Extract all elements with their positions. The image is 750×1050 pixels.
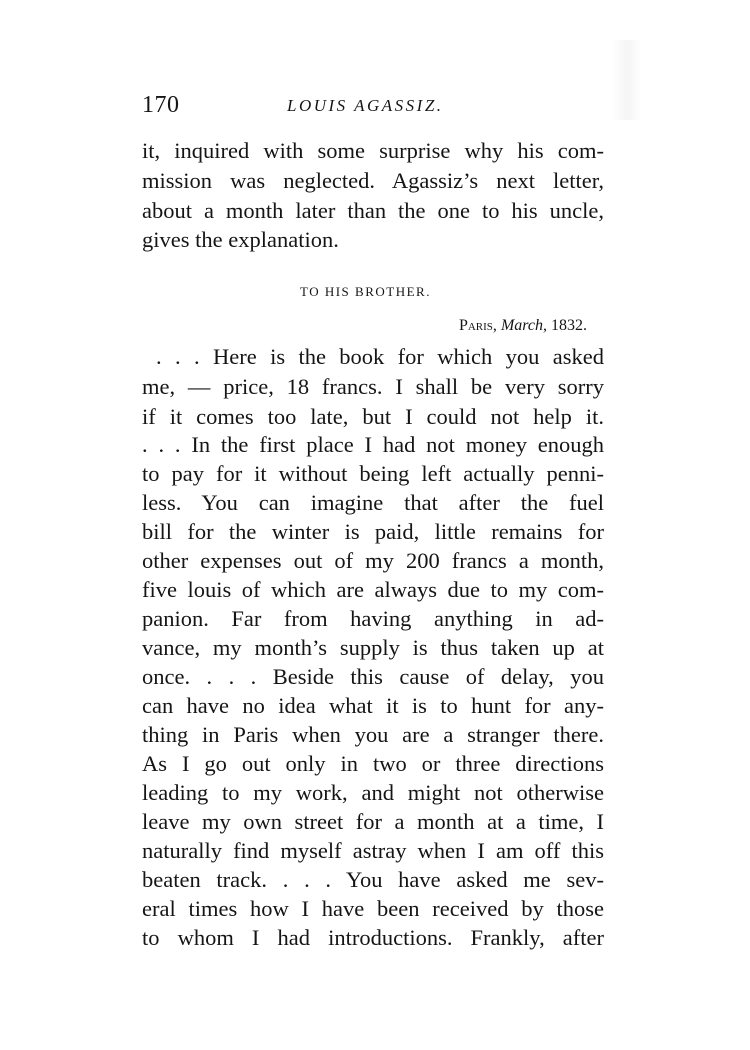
page-number: 170 [142, 92, 180, 118]
letter-line: vance, my month’s supply is thus taken up at [142, 635, 604, 660]
letter-title: TO HIS BROTHER. [300, 284, 431, 299]
intro-line: gives the explanation. [142, 227, 339, 252]
page-header [142, 92, 607, 124]
letter-line: eral times how I have been received by those [142, 896, 604, 921]
letter-line: leave my own street for a month at a time, I [142, 809, 604, 834]
letter-line: can have no idea what it is to hunt for any- [142, 693, 604, 718]
running-head: LOUIS AGASSIZ. [287, 96, 444, 115]
intro-line: mission was neglected. Agassiz’s next letter, [142, 168, 604, 193]
letter-line: bill for the winter is paid, little remains for [142, 519, 604, 544]
letter-line: other expenses out of my 200 francs a month, [142, 548, 604, 573]
letter-line: if it comes too late, but I could not help it. [142, 404, 604, 429]
letter-line: thing in Paris when you are a stranger there. [142, 722, 604, 747]
letter-dateline [459, 317, 587, 335]
letter-line: As I go out only in two or three directions [142, 751, 604, 776]
letter-line: naturally find myself astray when I am off this [142, 838, 604, 863]
letter-line: beaten track. . . . You have asked me sev- [142, 867, 604, 892]
letter-line: to pay for it without being left actually penni- [142, 461, 604, 486]
dateline-year: 1832. [551, 317, 587, 334]
intro-line: about a month later than the one to his uncle, [142, 198, 604, 223]
letter-line: once. . . . Beside this cause of delay, you [142, 664, 604, 689]
letter-line: to whom I had introductions. Frankly, after [142, 925, 604, 950]
letter-line: less. You can imagine that after the fuel [142, 490, 604, 515]
letter-line: panion. Far from having anything in ad- [142, 606, 604, 631]
dateline-place: Paris, [458, 317, 497, 334]
scan-shadow [612, 40, 642, 120]
letter-line: . . . Here is the book for which you asked [156, 344, 604, 369]
letter-line: leading to my work, and might not otherwise [142, 780, 604, 805]
letter-line: me, — price, 18 francs. I shall be very sorry [142, 374, 604, 399]
letter-line: . . . In the first place I had not money enough [142, 432, 604, 457]
dateline-month: March, [500, 317, 547, 334]
intro-line: it, inquired with some surprise why his com- [142, 138, 604, 163]
letter-line: five louis of which are always due to my com- [142, 577, 604, 602]
